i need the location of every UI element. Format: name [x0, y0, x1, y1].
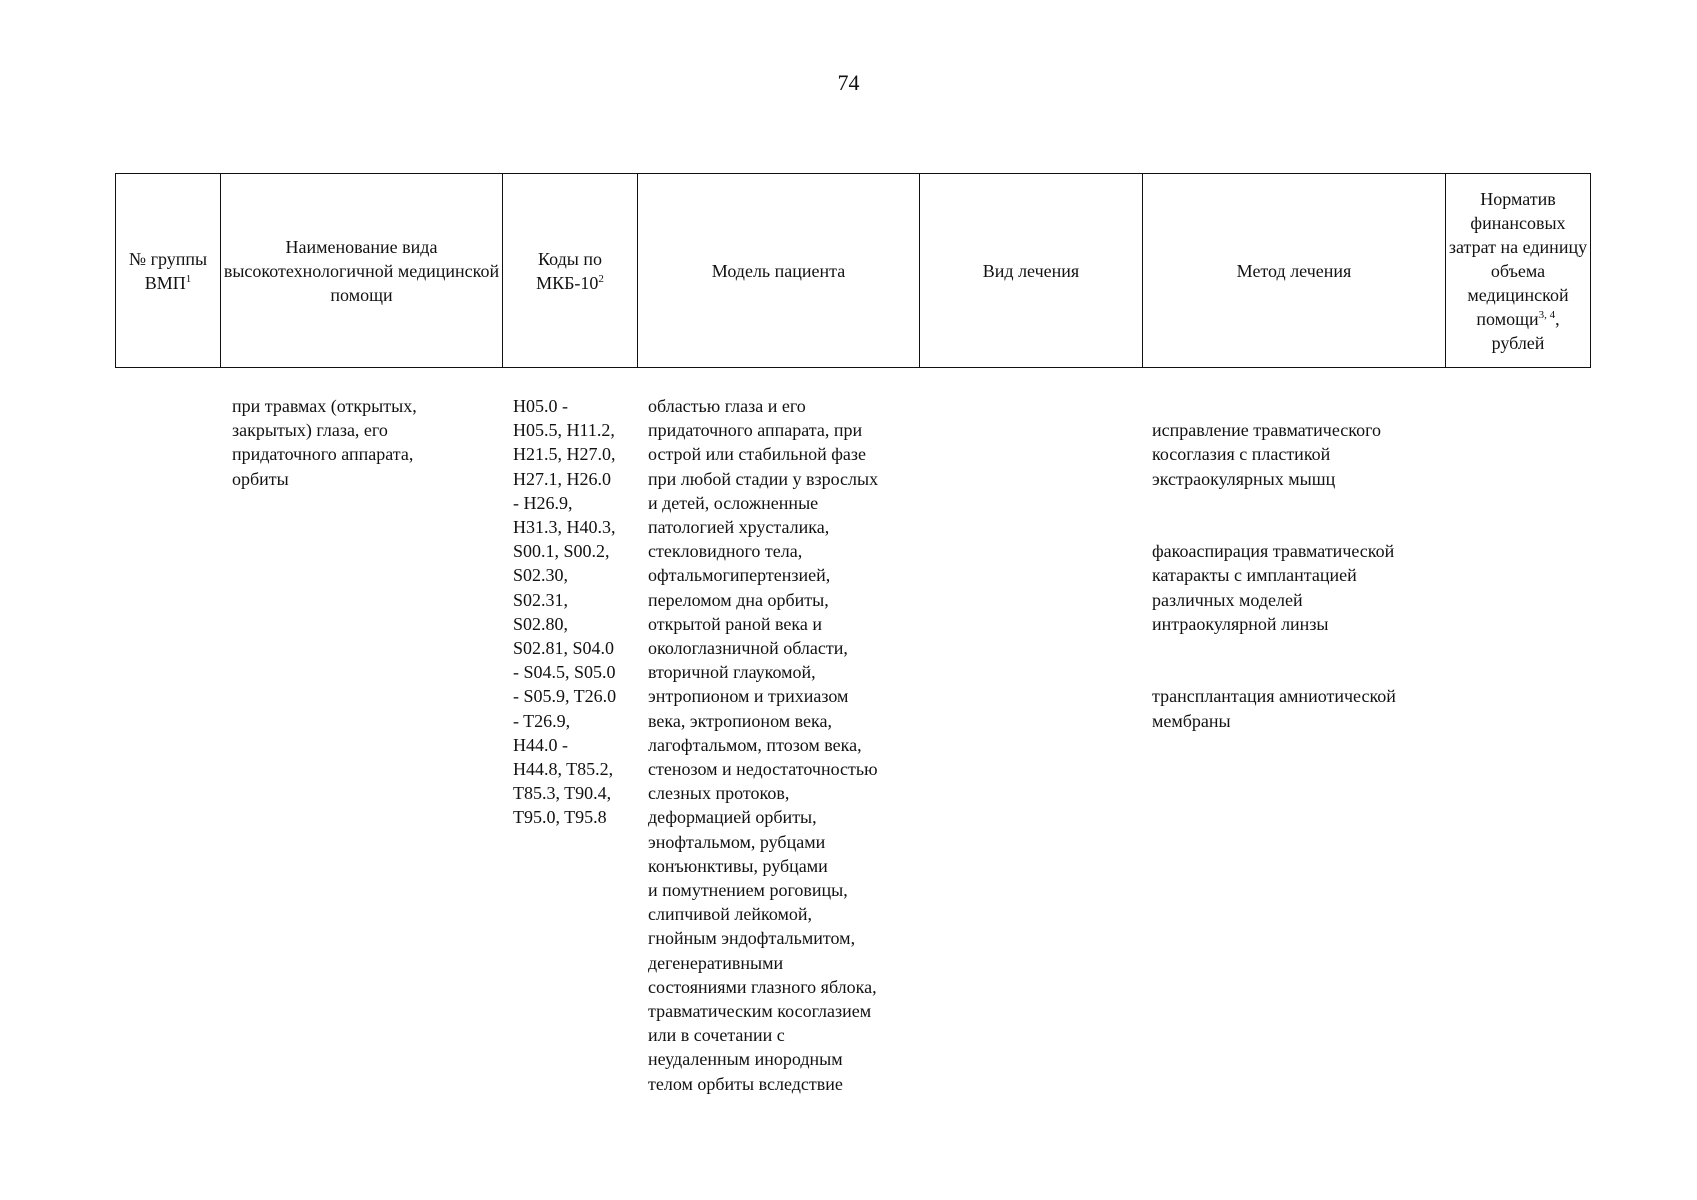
- cell-icd-codes: H05.0 - H05.5, H11.2, H21.5, H27.0, H27.1, H26.0 - H26.9, H31.3, H40.3, S00.1, S00.2, S02.30, S02.31, S02.80, S02.81, S04.0 - S04.5, S05.0 - S05.9, T26.0 - T26.9, H44.0 - H44.8, T85.2, T85.3, T90.4, T95.0, T95.8: [513, 396, 617, 828]
- cell-vmp-name: при травмах (открытых, закрытых) глаза, его придаточного аппарата, орбиты: [232, 396, 417, 489]
- page-number: 74: [837, 70, 860, 95]
- header-cost-norm-unit: , рублей: [1491, 308, 1560, 353]
- header-cost-norm: [1446, 174, 1591, 368]
- method-item: трансплантация амниотической мембраны: [1152, 686, 1396, 731]
- cell-patient-model: областью глаза и его придаточного аппарата, при острой или стабильной фазе при любой стадии у взрослых и детей, осложненные патологией хрусталика, стекловидного тела, офтальмогипертензией, переломом дна орбиты, открытой раной века и окологлазничной области, вторичной глаукомой, энтропионом и трихиазом века, эктропионом века, лагофтальмом, птозом века, стенозом и недостаточностью слезных протоков, деформацией орбиты, энофтальмом, рубцами конъюнктивы, рубцами и помутнением роговицы, слипчивой лейкомой, гнойным эндофтальмитом, дегенеративными состояниями глазного яблока, травматическим косоглазием или в сочетании с неудаленным инородным телом орбиты вследствие: [648, 396, 879, 1094]
- header-group-no-label: № группы ВМП: [128, 248, 208, 293]
- footnote-ref-3-4: 3, 4: [1538, 308, 1556, 321]
- header-patient-model: Модель пациента: [638, 174, 920, 368]
- cell-treatment-methods: [1152, 394, 1452, 781]
- method-item: факоаспирация травматической катаракты с имплантацией различных моделей интраокулярной линзы: [1152, 541, 1395, 634]
- footnote-ref-2: 2: [598, 272, 604, 285]
- header-icd-codes-label: Коды по МКБ-10: [536, 248, 602, 293]
- header-cost-norm-label: Норматив финансовых затрат на единицу объема медицинской помощи: [1448, 188, 1588, 329]
- footnote-ref-1: 1: [185, 272, 192, 285]
- header-treatment-type: Вид лечения: [920, 174, 1143, 368]
- header-icd-codes: [503, 174, 638, 368]
- header-vmp-name: Наименование вида высокотехнологичной медицинской помощи: [221, 174, 503, 368]
- header-treatment-method: Метод лечения: [1143, 174, 1446, 368]
- table-header: [115, 173, 1591, 368]
- header-group-no: [116, 174, 221, 368]
- method-item: исправление травматического косоглазия с пластикой экстраокулярных мышц: [1152, 420, 1382, 489]
